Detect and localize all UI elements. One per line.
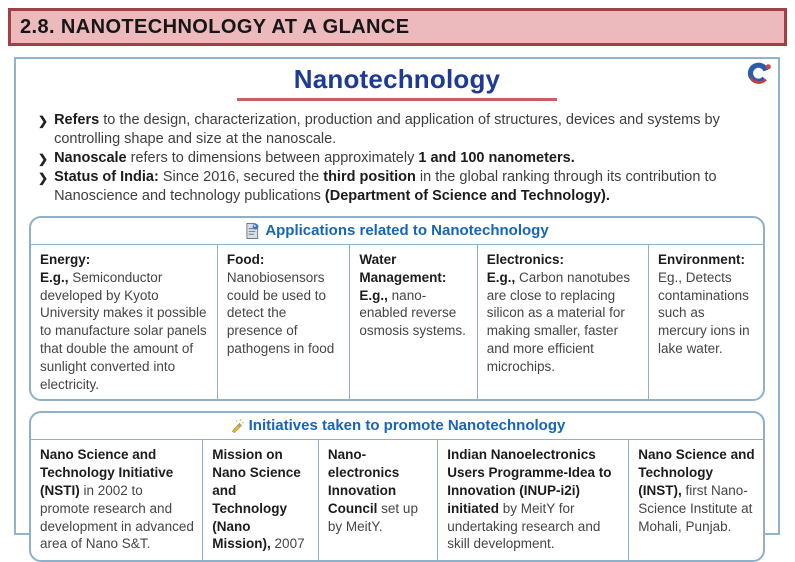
- initiative-cell-body: [40, 446, 194, 553]
- text-segment: Carbon nanotubes are close to replacing silicon as a material for making smaller, faster and more efficient microchips.: [487, 270, 630, 374]
- application-cell: [648, 245, 763, 400]
- text-segment: in the global ranking through its contribution to Nanoscience and technology publications: [54, 169, 716, 204]
- application-cell-body: [359, 287, 468, 340]
- initiative-cell: [31, 440, 202, 560]
- text-bold-segment: E.g.,: [359, 288, 388, 303]
- text-bold-segment: Nano Science and Technology (INST),: [638, 447, 754, 498]
- text-bold-segment: third position: [323, 169, 416, 185]
- main-panel: [14, 57, 780, 535]
- chevron-bullet-icon: ❯: [38, 171, 48, 206]
- initiatives-title: Initiatives taken to promote Nanotechnology: [249, 417, 566, 434]
- initiative-cell: [318, 440, 437, 560]
- bullet-list: [38, 111, 760, 206]
- text-bold-segment: E.g.,: [487, 270, 516, 285]
- text-segment: Eg., Detects contaminations such as mercury ions in lake water.: [658, 270, 750, 356]
- bullet-text: [54, 149, 575, 168]
- text-bold-segment: Refers: [54, 112, 99, 128]
- text-segment: refers to dimensions between approximately: [127, 150, 419, 166]
- brand-swoosh-logo-icon: [746, 62, 772, 88]
- text-segment: to the design, characterization, production and application of structures, devices and systems by controlling shape and size at the nanoscale.: [54, 112, 720, 147]
- bullet-text: [54, 168, 760, 206]
- initiative-cell-body: [328, 446, 429, 535]
- text-bold-segment: Mission on Nano Science and Technology (Nano Mission),: [212, 447, 301, 551]
- text-bold-segment: (Department of Science and Technology).: [325, 188, 610, 204]
- chevron-bullet-icon: ❯: [38, 152, 48, 168]
- application-cell: [477, 245, 648, 400]
- applications-columns: [31, 245, 763, 400]
- text-segment: nano-enabled reverse osmosis systems.: [359, 288, 466, 339]
- applications-title: Applications related to Nanotechnology: [265, 222, 548, 239]
- sparkler-icon: [229, 418, 244, 433]
- initiatives-columns: [31, 440, 763, 560]
- application-cell-body: [40, 269, 209, 394]
- application-cell-heading: Environment:: [658, 251, 755, 269]
- application-cell: [31, 245, 217, 400]
- application-cell-heading: Energy:: [40, 251, 209, 269]
- text-bold-segment: 1 and 100 nanometers.: [418, 150, 574, 166]
- initiative-cell: [628, 440, 763, 560]
- application-cell-heading: Food:: [227, 251, 341, 269]
- section-header-bar: [8, 8, 787, 46]
- application-cell-body: [227, 269, 341, 358]
- text-bold-segment: Nanoscale: [54, 150, 127, 166]
- initiative-cell-body: [212, 446, 310, 553]
- applications-box: [29, 216, 765, 402]
- applications-header: [31, 218, 763, 245]
- text-segment: set up by MeitY.: [328, 501, 418, 534]
- application-cell-heading: Electronics:: [487, 251, 640, 269]
- bullet-text: [54, 111, 760, 149]
- initiative-cell-body: [447, 446, 620, 553]
- bullet-item: [38, 168, 760, 206]
- application-cell-body: [487, 269, 640, 376]
- initiative-cell: [437, 440, 628, 560]
- text-bold-segment: E.g.,: [40, 270, 69, 285]
- application-cell-heading: Water Management:: [359, 251, 468, 287]
- page-title: Nanotechnology: [16, 64, 778, 95]
- bullet-item: [38, 149, 760, 168]
- text-bold-segment: Nano-electronics Innovation Council: [328, 447, 399, 515]
- title-underline: [237, 98, 557, 101]
- text-segment: first Nano-Science Institute at Mohali, Punjab.: [638, 483, 752, 534]
- text-bold-segment: Indian Nanoelectronics Users Programme-Idea to Innovation (INUP-i2i) initiated: [447, 447, 611, 515]
- text-segment: 2007: [271, 536, 305, 551]
- text-bold-segment: Status of India:: [54, 169, 159, 185]
- initiative-cell-body: [638, 446, 755, 535]
- text-segment: by MeitY for undertaking research and skill development.: [447, 501, 600, 552]
- chevron-bullet-icon: ❯: [38, 114, 48, 149]
- text-segment: Semiconductor developed by Kyoto University makes it possible to manufacture solar panels that double the amount of sunlight converted into electricity.: [40, 270, 207, 392]
- initiatives-box: [29, 411, 765, 562]
- initiatives-header: [31, 413, 763, 440]
- text-bold-segment: Nano Science and Technology Initiative (NSTI): [40, 447, 173, 498]
- initiative-cell: [202, 440, 318, 560]
- text-segment: Since 2016, secured the: [159, 169, 323, 185]
- document-magnifier-icon: [245, 222, 260, 239]
- section-title: 2.8. NANOTECHNOLOGY AT A GLANCE: [20, 16, 409, 39]
- text-segment: Nanobiosensors could be used to detect the presence of pathogens in food: [227, 270, 334, 356]
- application-cell: [217, 245, 349, 400]
- application-cell: [349, 245, 476, 400]
- application-cell-body: [658, 269, 755, 358]
- bullet-item: [38, 111, 760, 149]
- text-segment: in 2002 to promote research and development in advanced area of Nano S&T.: [40, 483, 194, 551]
